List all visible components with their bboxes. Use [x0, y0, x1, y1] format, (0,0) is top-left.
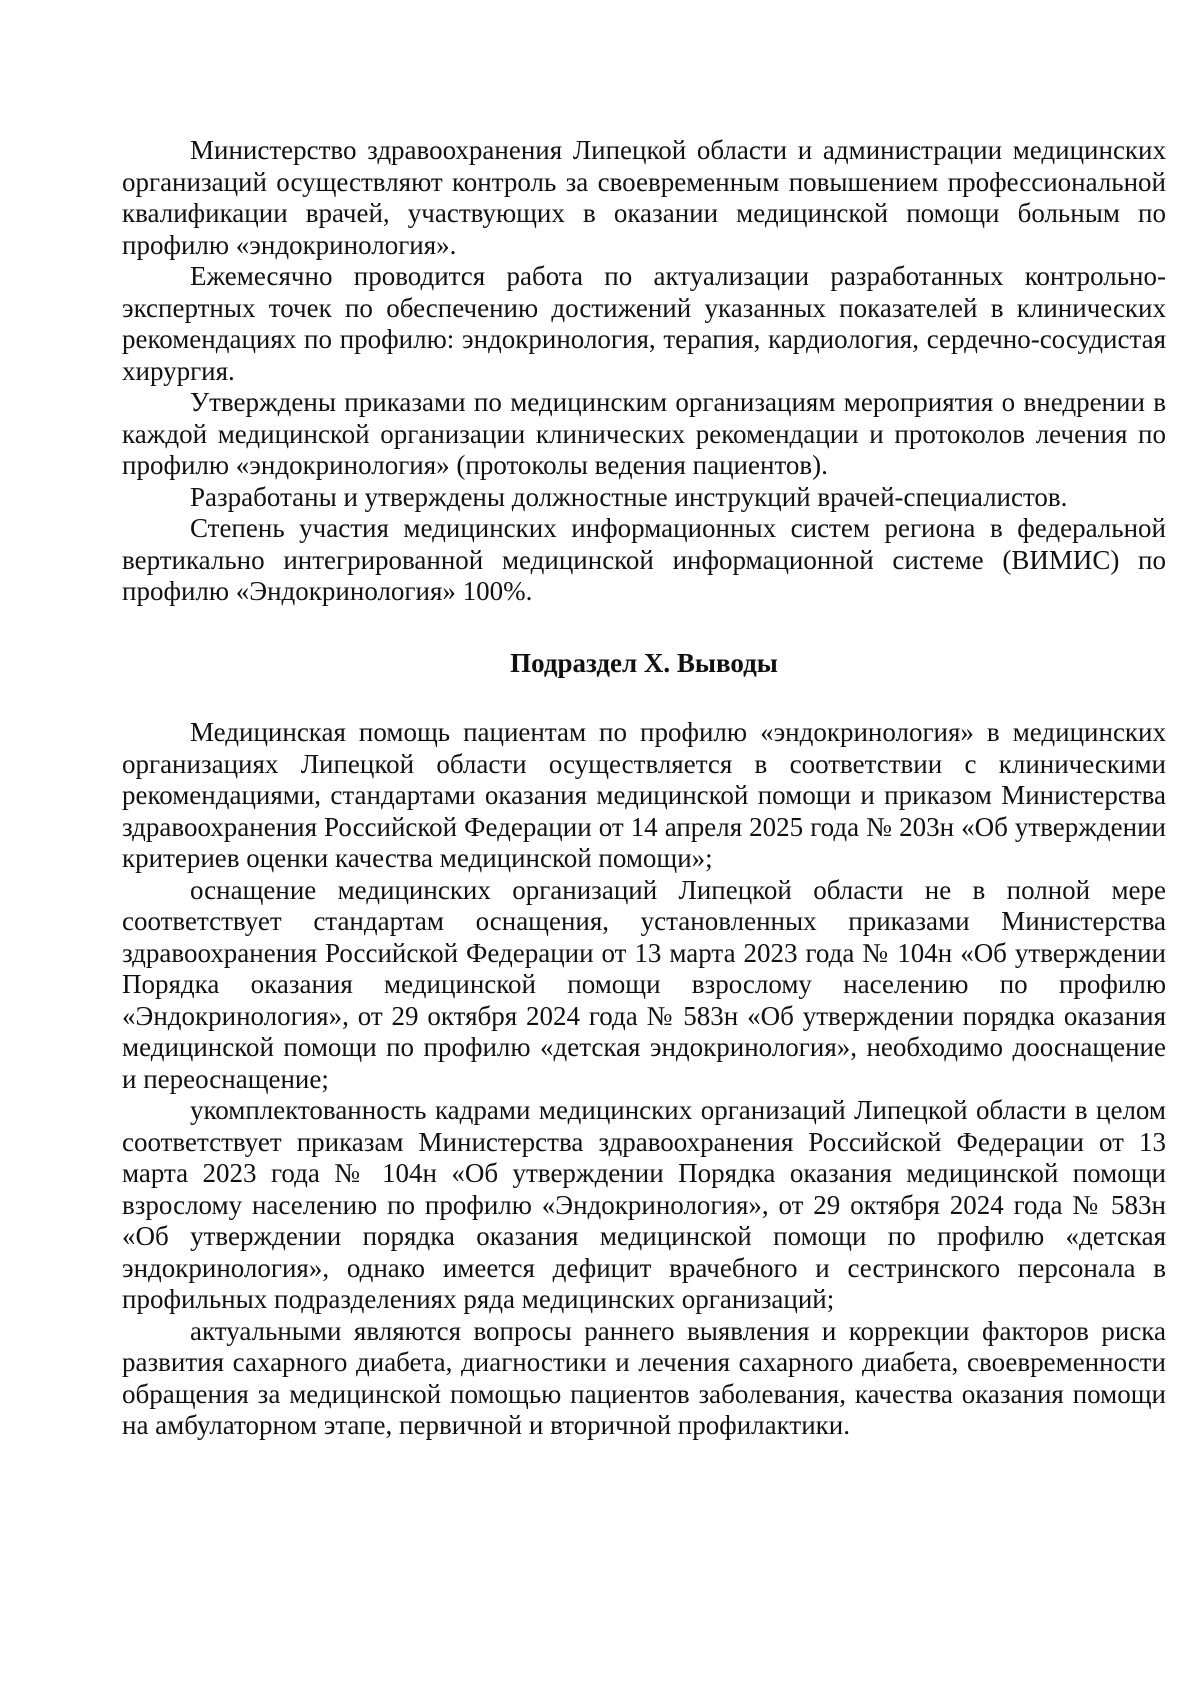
section-heading: Подраздел X. Выводы	[510, 647, 778, 678]
paragraph-conclusion-staffing: укомплектованность кадрами медицинских организаций Липецкой области в целом соответствует приказам Министерства здравоохранения Российской Федерации от 13 марта 2023 года № 104н «Об утверждении Порядка оказания медицинской помощи взрослому населению по профилю «Эндокринология», от 29 октября 2024 года № 583н «Об утверждении порядка оказания медицинской помощи по профилю «детская эндокринология», однако имеется дефицит врачебного и сестринского персонала в профильных подразделениях ряда медицинских организаций;	[122, 1095, 1166, 1314]
paragraph-conclusion-equipment: оснащение медицинских организаций Липецкой области не в полной мере соответствует стандартам оснащения, установленных приказами Министерства здравоохранения Российской Федерации от 13 марта 2023 года № 104н «Об утверждении Порядка оказания медицинской помощи взрослому населению по профилю «Эндокринология», от 29 октября 2024 года № 583н «Об утверждении порядка оказания медицинской помощи по профилю «детская эндокринология», необходимо дооснащение и переоснащение;	[122, 874, 1166, 1094]
paragraph-approved-orders: Утверждены приказами по медицинским организациям мероприятия о внедрении в каждой медицинской организации клинических рекомендации и протоколов лечения по профилю «эндокринология» (протоколы ведения пациентов).	[122, 387, 1166, 480]
paragraph-qualification-control: Министерство здравоохранения Липецкой области и администрации медицинских организаций осуществляют контроль за своевременным повышением профессиональной квалификации врачей, участвующих в оказании медицинской помощи больным по профилю «эндокринология».	[122, 135, 1166, 260]
paragraph-job-instructions: Разработаны и утверждены должностные инструкций врачей-специалистов.	[190, 481, 1068, 512]
paragraph-conclusion-issues: актуальными являются вопросы раннего выявления и коррекции факторов риска развития сахарного диабета, диагностики и лечения сахарного диабета, своевременности обращения за медицинской помощью пациентов заболевания, качества оказания помощи на амбулаторном этапе, первичной и вторичной профилактики.	[122, 1315, 1166, 1440]
paragraph-monthly-actualization: Ежемесячно проводится работа по актуализации разработанных контрольно-экспертных точек по обеспечению достижений указанных показателей в клинических рекомендациях по профилю: эндокринология, терапия, кардиология, сердечно-сосудистая хирургия.	[122, 261, 1166, 386]
paragraph-conclusion-care: Медицинская помощь пациентам по профилю «эндокринология» в медицинских организациях Липецкой области осуществляется в соответствии с клиническими рекомендациями, стандартами оказания медицинской помощи и приказом Министерства здравоохранения Российской Федерации от 14 апреля 2025 года № 203н «Об утверждении критериев оценки качества медицинской помощи»;	[122, 717, 1166, 873]
document-page	[122, 135, 1166, 1442]
paragraph-vimis-participation: Степень участия медицинских информационных систем региона в федеральной вертикально интегрированной медицинской информационной системе (ВИМИС) по профилю «Эндокринология» 100%.	[122, 513, 1166, 606]
